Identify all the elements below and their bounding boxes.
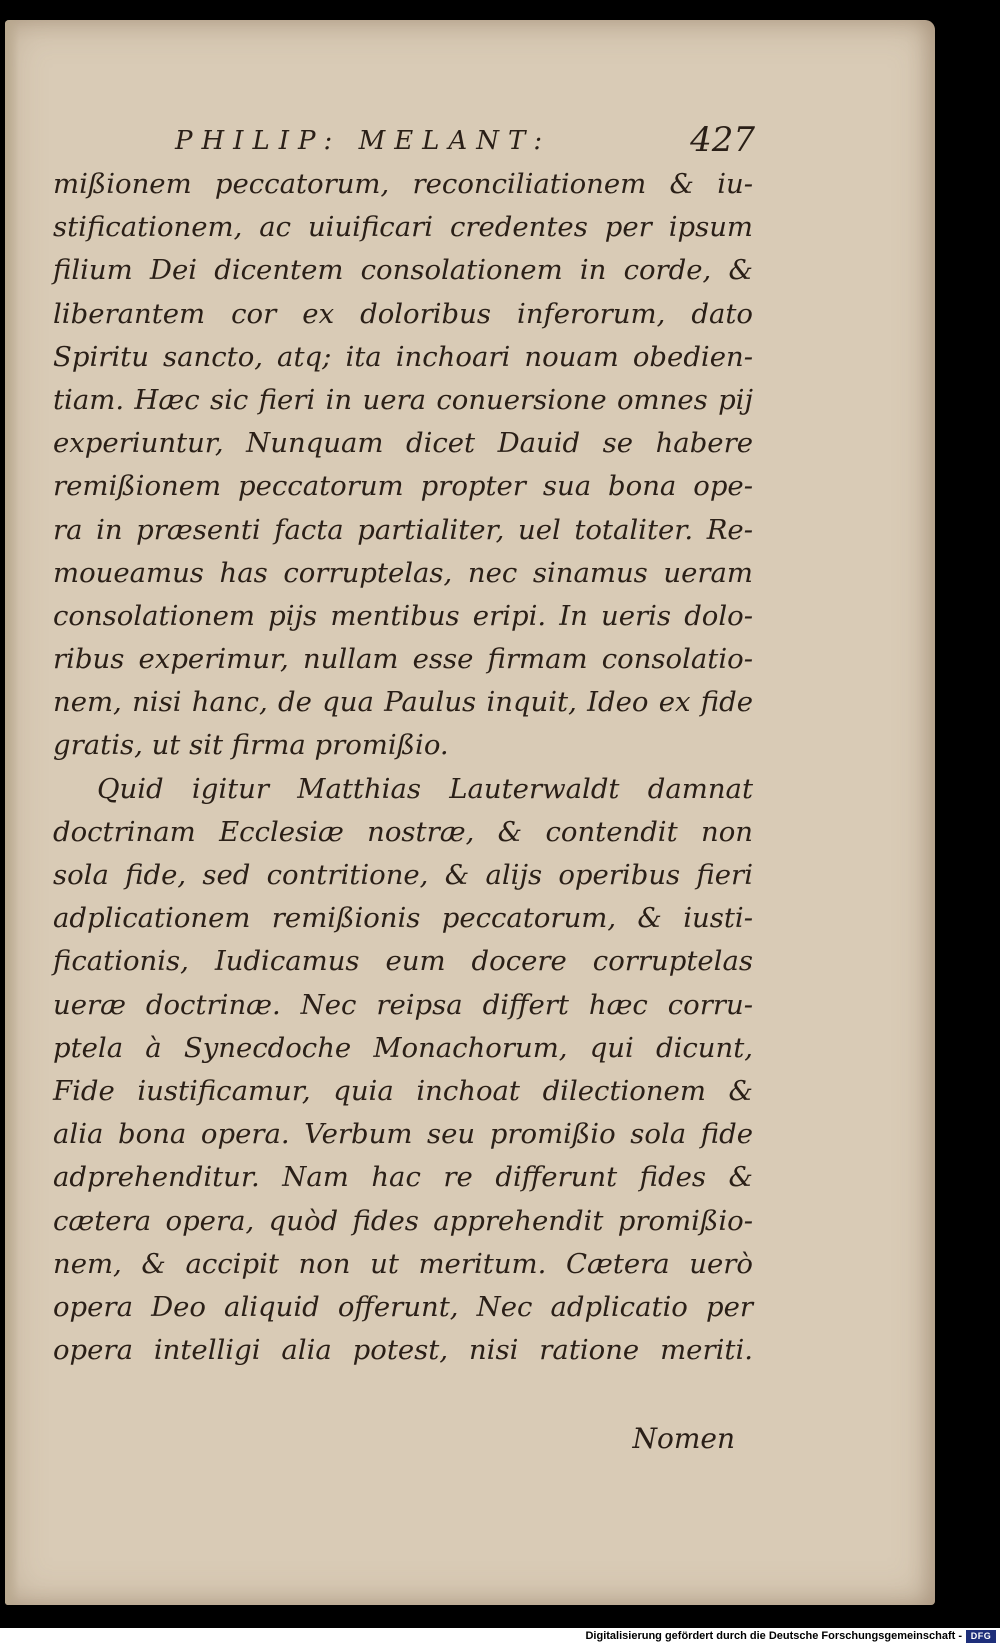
text-line: consolationem pijs mentibus eripi. In ueris dolo- [53, 599, 753, 632]
text-line: opera Deo aliquid offerunt, Nec adplicatio per [53, 1290, 753, 1323]
text-line: gratis, ut sit firma promißio. [53, 729, 449, 762]
catchword: Nomen [632, 1422, 735, 1455]
text-line: moueamus has corruptelas, nec sinamus ueram [53, 556, 753, 589]
text-line: opera intelligi alia potest, nisi ratione meriti. [53, 1334, 753, 1367]
text-line: Fide iustificamur, quia inchoat dilectionem & [53, 1074, 753, 1107]
text-line: cætera opera, quòd fides apprehendit promißio- [53, 1204, 753, 1237]
text-line: stificationem, ac uiuificari credentes per ipsum [53, 211, 753, 244]
text-line: doctrinam Ecclesiæ nostræ, & contendit non [53, 815, 753, 848]
footer-strip [0, 1628, 1000, 1646]
text-line: nem, nisi hanc, de qua Paulus inquit, Ideo ex fide [53, 686, 753, 719]
running-title: PHILIP: MELANT: [175, 126, 552, 156]
text-line: liberantem cor ex doloribus inferorum, dato [53, 297, 753, 330]
funding-credit: Digitalisierung gefördert durch die Deutsche Forschungsgemeinschaft - [585, 1630, 962, 1642]
text-line: ueræ doctrinæ. Nec reipsa differt hæc corru- [53, 988, 753, 1021]
text-line: adprehenditur. Nam hac re differunt fides & [53, 1161, 753, 1194]
text-line: ribus experimur, nullam esse firmam consolatio- [53, 643, 753, 676]
text-line: Spiritu sancto, atq; ita inchoari nouam obedien- [53, 340, 753, 373]
text-line: alia bona opera. Verbum seu promißio sola fide [53, 1118, 753, 1151]
text-line: sola fide, sed contritione, & alijs operibus fieri [53, 859, 753, 891]
dfg-logo-icon: DFG [966, 1630, 996, 1643]
body-text [53, 163, 753, 1372]
text-line: nem, & accipit non ut meritum. Cætera uerò [53, 1247, 753, 1280]
text-line: tiam. Hæc sic fieri in uera conuersione omnes pij [53, 383, 753, 416]
text-line: filium Dei dicentem consolationem in corde, & [53, 254, 753, 287]
text-line: experiuntur, Nunquam dicet Dauid se habere [53, 427, 753, 460]
text-line: ficationis, Iudicamus eum docere corruptelas [53, 945, 753, 978]
text-line: ptela à Synecdoche Monachorum, qui dicunt, [53, 1031, 753, 1064]
text-line: ra in præsenti facta partialiter, uel totaliter. Re- [53, 513, 753, 546]
book-page [5, 20, 935, 1605]
page-number: 427 [690, 120, 755, 160]
page-gutter-shadow [5, 20, 19, 1605]
text-line: remißionem peccatorum propter sua bona ope- [53, 470, 753, 503]
text-line: mißionem peccatorum, reconciliationem & iu- [53, 168, 753, 200]
text-line: Quid igitur Matthias Lauterwaldt damnat [97, 772, 753, 805]
text-line: adplicationem remißionis peccatorum, & iusti- [53, 902, 753, 935]
